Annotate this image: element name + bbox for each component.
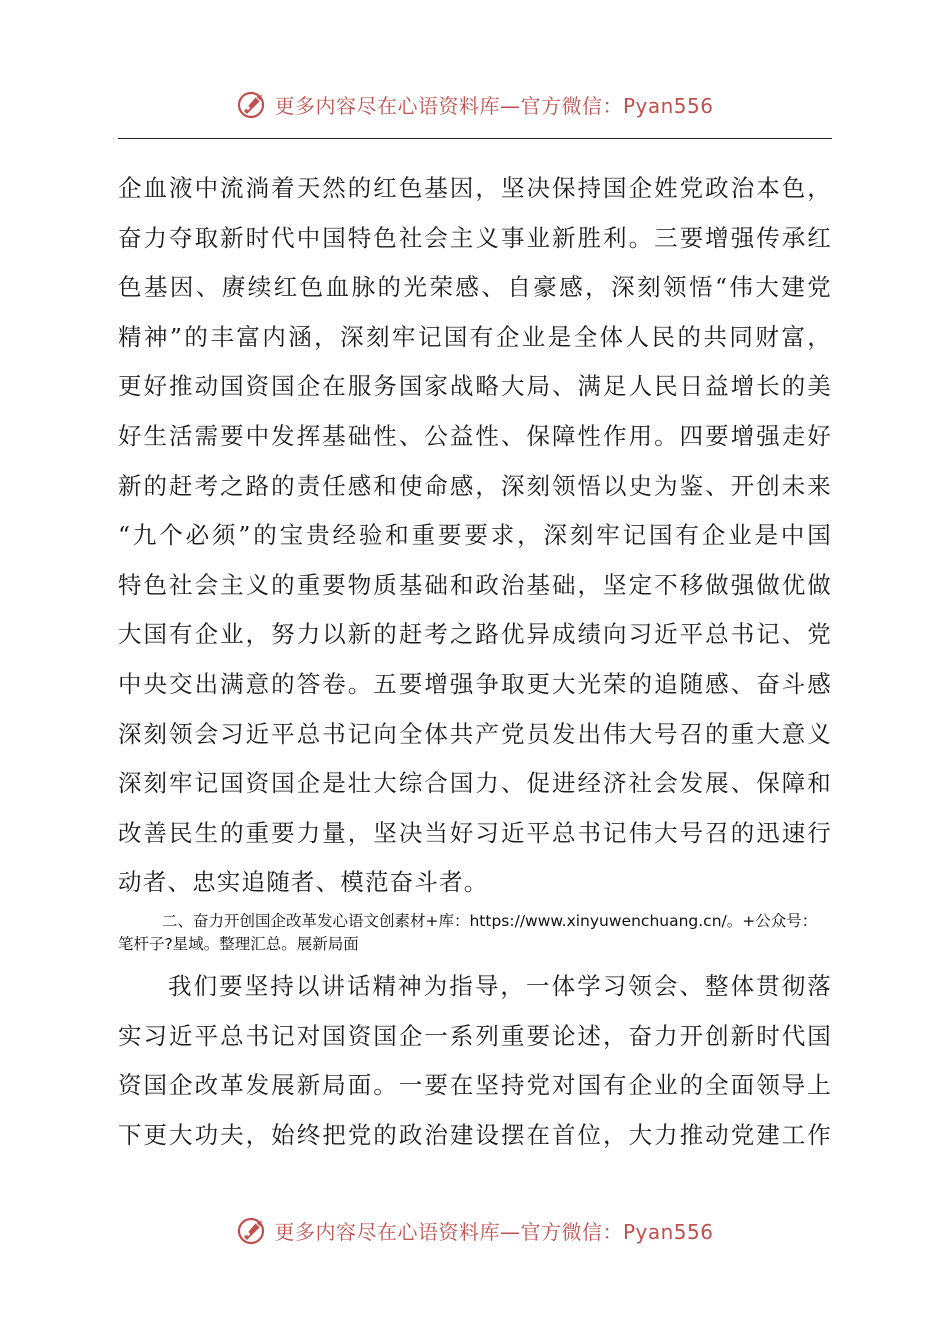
text-line: 精神”的丰富内涵，深刻牢记国有企业是全体人民的共同财富，	[118, 322, 832, 351]
text-line: 动者、忠实追随者、模范奋斗者。	[118, 868, 489, 897]
paragraph-1	[118, 164, 832, 908]
text-line: 好生活需要中发挥基础性、公益性、保障性作用。四要增强走好	[118, 421, 832, 450]
text-line: 特色社会主义的重要物质基础和政治基础，坚定不移做强做优做	[118, 570, 832, 599]
text-line: 中央交出满意的答卷。五要增强争取更大光荣的追随感、奋斗感	[118, 669, 832, 698]
text-line: 实习近平总书记对国资国企一系列重要论述，奋力开创新时代国	[118, 1021, 832, 1050]
text-line: 新的赶考之路的责任感和使命感，深刻领悟以史为鉴、开创未来	[118, 471, 832, 500]
footer-text: 更多内容尽在心语资料库—官方微信：Pyan556	[274, 1219, 714, 1244]
text-line: 色基因、赓续红色血脉的光荣感、自豪感，深刻领悟“伟大建党	[118, 273, 832, 302]
text-line: 深刻牢记国资国企是壮大综合国力、促进经济社会发展、保障和	[118, 769, 832, 798]
page-footer	[0, 1210, 950, 1250]
pen-nib-logo-icon	[236, 87, 270, 121]
text-line: 更好推动国资国企在服务国家战略大局、满足人民日益增长的美	[118, 372, 832, 401]
pen-nib-logo-icon	[236, 1213, 270, 1247]
section-heading: 二、奋力开创国企改革发心语文创素材+库：https://www.xinyuwenchuang.cn/。+公众号：笔杆子?星域。整理汇总。展新局面	[118, 912, 818, 953]
text-line: 大国有企业，努力以新的赶考之路优异成绩向习近平总书记、党	[118, 620, 832, 649]
header-divider	[118, 138, 832, 139]
text-line: 下更大功夫，始终把党的政治建设摆在首位，大力推动党建工作	[118, 1120, 832, 1149]
page-header	[0, 84, 950, 124]
text-line: 我们要坚持以讲话精神为指导，一体学习领会、整体贯彻落	[168, 972, 832, 1000]
text-line: 改善民生的重要力量，坚决当好习近平总书记伟大号召的迅速行	[118, 818, 832, 847]
text-line: “九个必须”的宝贵经验和重要要求，深刻牢记国有企业是中国	[118, 521, 832, 550]
header-text: 更多内容尽在心语资料库—官方微信：Pyan556	[274, 93, 714, 118]
text-line: 奋力夺取新时代中国特色社会主义事业新胜利。三要增强传承红	[118, 223, 832, 252]
paragraph-2	[118, 962, 832, 1160]
text-line: 企血液中流淌着天然的红色基因，坚决保持国企姓党政治本色，	[118, 174, 832, 202]
text-line: 深刻领会习近平总书记向全体共产党员发出伟大号召的重大意义	[118, 719, 832, 748]
text-line: 资国企改革发展新局面。一要在坚持党对国有企业的全面领导上	[118, 1071, 832, 1100]
